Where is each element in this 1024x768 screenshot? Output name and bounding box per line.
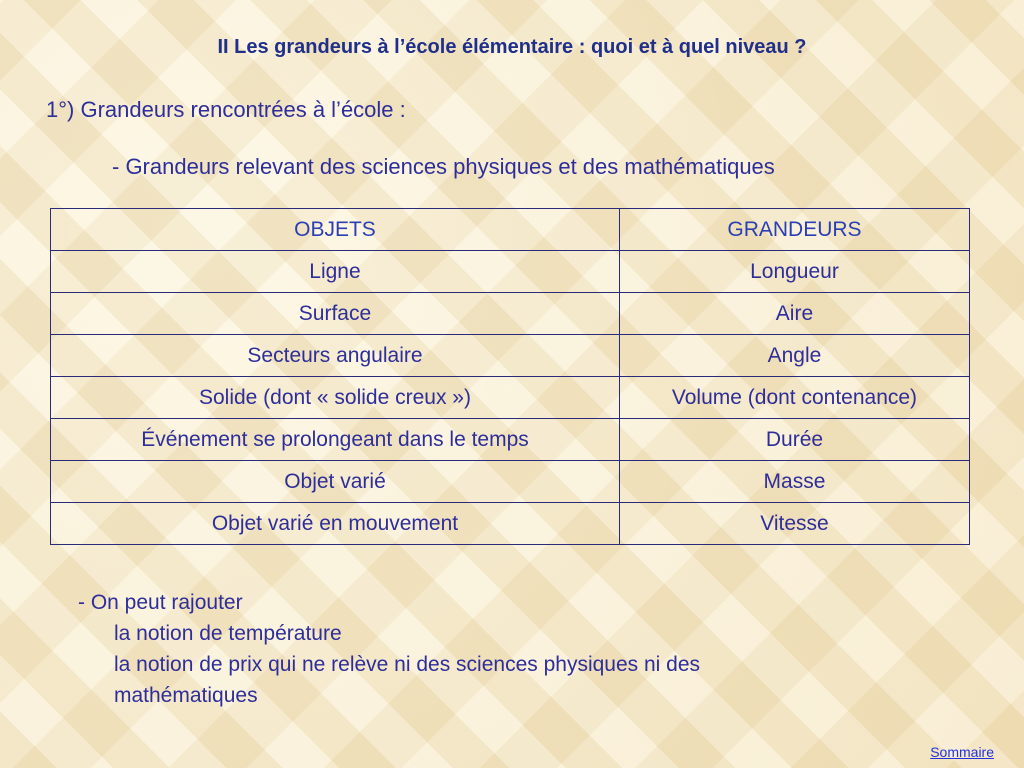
table-row xyxy=(51,293,970,335)
cell-objet: Secteurs angulaire xyxy=(51,335,620,377)
table-row xyxy=(51,503,970,545)
header-grandeurs: GRANDEURS xyxy=(619,209,969,251)
note-line-prix: la notion de prix qui ne relève ni des sciences physiques ni des xyxy=(114,653,701,676)
cell-objet: Surface xyxy=(51,293,620,335)
page-title: II Les grandeurs à l’école élémentaire : quoi et à quel niveau ? xyxy=(217,36,807,58)
subsection-heading: - Grandeurs relevant des sciences physiques et des mathématiques xyxy=(112,154,775,179)
cell-grandeur: Volume (dont contenance) xyxy=(619,377,969,419)
cell-objet: Solide (dont « solide creux ») xyxy=(51,377,620,419)
section-heading: 1°) Grandeurs rencontrées à l’école : xyxy=(46,97,406,122)
note-line-temperature: la notion de température xyxy=(114,622,342,645)
note-line-intro: - On peut rajouter xyxy=(78,591,243,614)
notes-block xyxy=(78,587,700,711)
cell-grandeur: Aire xyxy=(619,293,969,335)
sommaire-link[interactable]: Sommaire xyxy=(930,744,994,760)
table-row xyxy=(51,335,970,377)
cell-grandeur: Vitesse xyxy=(619,503,969,545)
cell-objet: Ligne xyxy=(51,251,620,293)
cell-grandeur: Angle xyxy=(619,335,969,377)
table-row xyxy=(51,461,970,503)
header-objets: OBJETS xyxy=(51,209,620,251)
table-row xyxy=(51,377,970,419)
cell-objet: Objet varié xyxy=(51,461,620,503)
table-row xyxy=(51,251,970,293)
cell-grandeur: Durée xyxy=(619,419,969,461)
note-line-prix-continued: mathématiques xyxy=(114,684,258,707)
grandeurs-table xyxy=(50,208,970,545)
cell-objet: Objet varié en mouvement xyxy=(51,503,620,545)
cell-grandeur: Masse xyxy=(619,461,969,503)
table-header-row xyxy=(51,209,970,251)
cell-grandeur: Longueur xyxy=(619,251,969,293)
cell-objet: Événement se prolongeant dans le temps xyxy=(51,419,620,461)
table-row xyxy=(51,419,970,461)
